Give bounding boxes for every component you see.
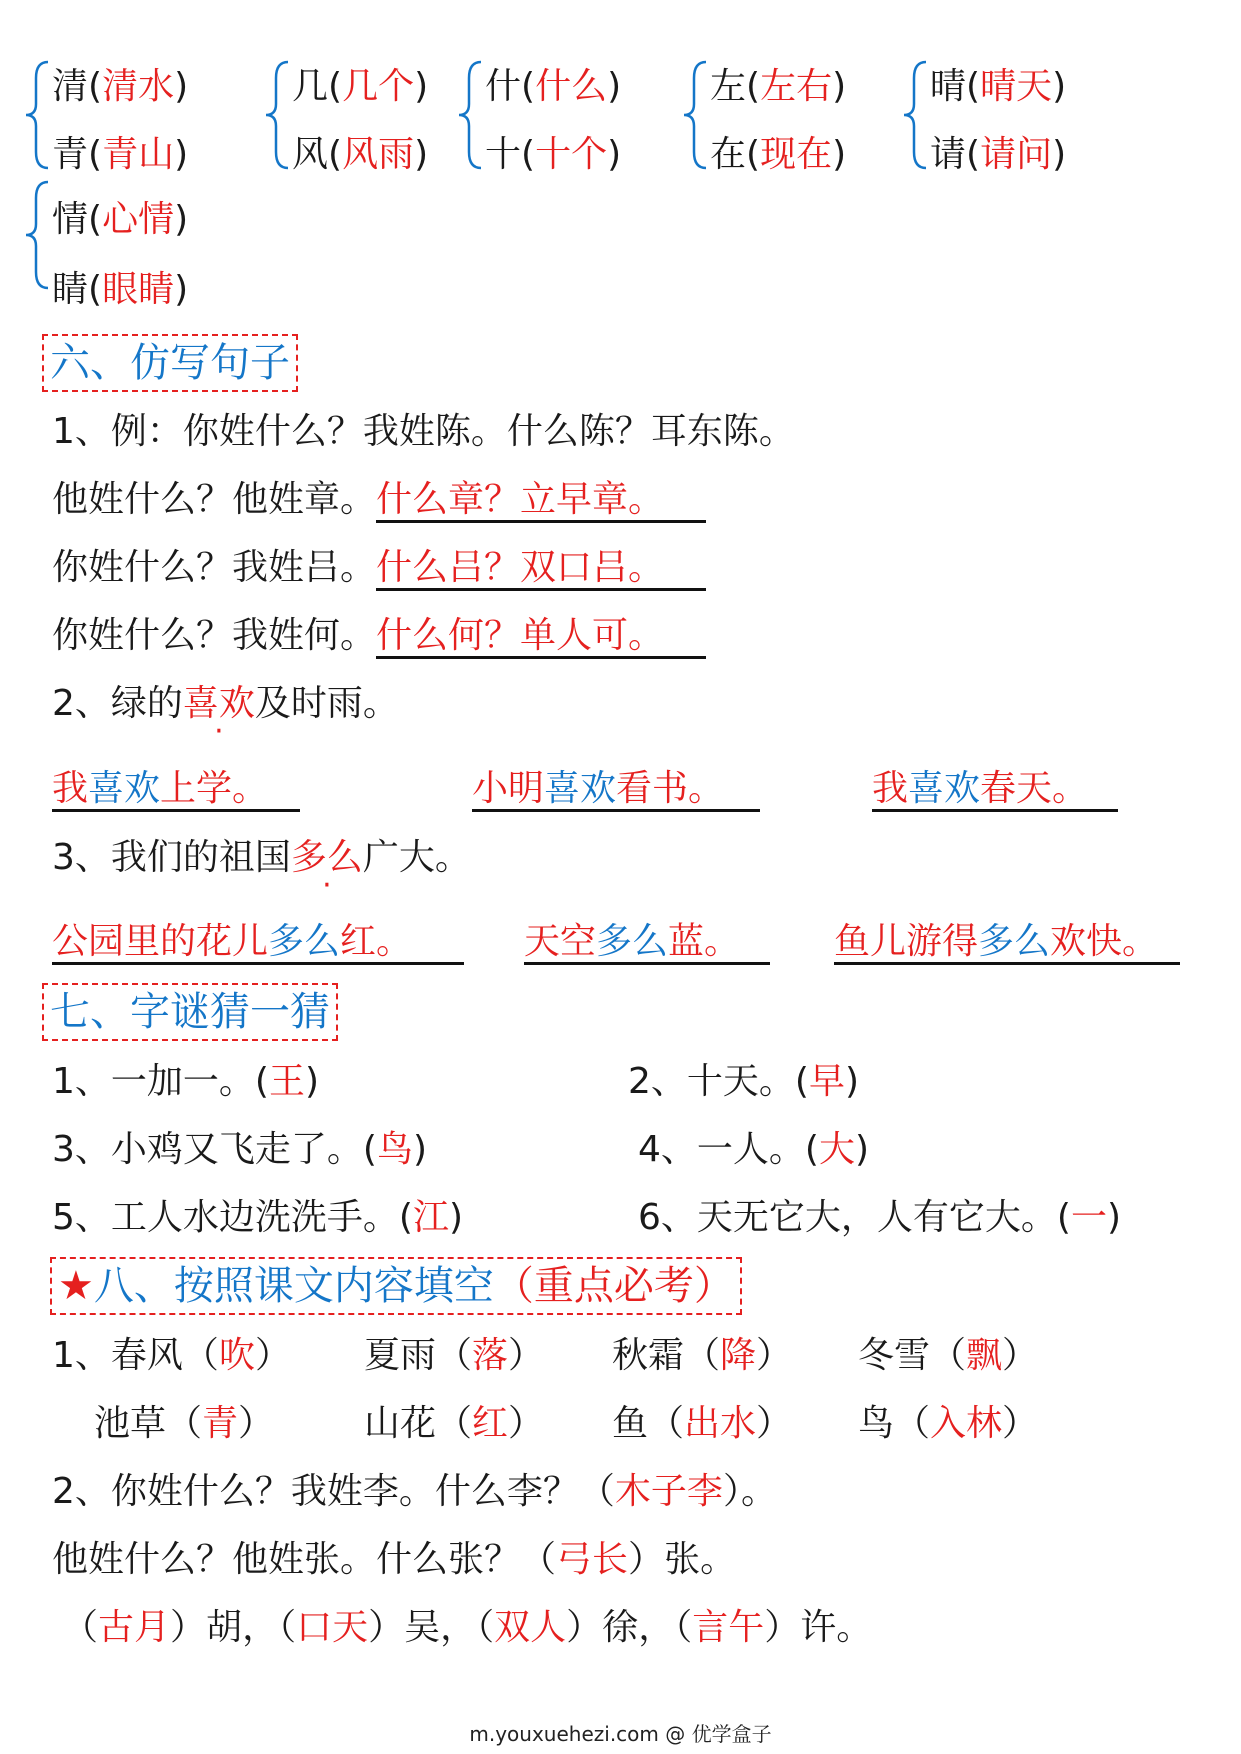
- brace-icon: [680, 58, 710, 172]
- char-group-row: 青(青山): [52, 134, 189, 175]
- fill-item: 冬雪（飘）: [858, 1335, 1039, 1376]
- fill-item: 鸟（入林）: [858, 1403, 1039, 1444]
- riddle: 3、小鸡又飞走了。(鸟): [52, 1129, 428, 1170]
- brace-icon: [262, 58, 292, 172]
- brace-icon: [22, 178, 52, 292]
- riddle: 4、一人。(大): [638, 1129, 870, 1170]
- answer-blank: 我喜欢春天。: [872, 767, 1118, 812]
- exercise-line: 他姓什么？他姓张。什么张？（弓长）张。: [52, 1539, 737, 1580]
- riddle: 5、工人水边洗洗手。(江): [52, 1197, 464, 1238]
- brace-icon: [22, 58, 52, 172]
- char-group-row: 请(请问): [930, 134, 1067, 175]
- answer-blank: 天空多么蓝。: [524, 920, 770, 965]
- fill-item: 鱼（出水）: [612, 1403, 793, 1444]
- char-group-row: 风(风雨): [292, 134, 429, 175]
- riddle: 6、天无它大，人有它大。(一): [638, 1197, 1122, 1238]
- char-group-row: 几(几个): [292, 66, 429, 107]
- example-sentence: 1、例：你姓什么？我姓陈。什么陈？耳东陈。: [52, 411, 795, 452]
- char-group-row: 十(十个): [485, 134, 622, 175]
- exercise-line: （古月）胡，（口天）吴，（双人）徐，（言午）许。: [62, 1607, 873, 1648]
- char-group-row: 什(什么): [485, 66, 622, 107]
- answer-blank: 什么何？单人可。: [376, 616, 706, 659]
- answer-blank: 什么章？立早章。: [376, 480, 706, 523]
- char-group-row: 晴(晴天): [930, 66, 1067, 107]
- answer-blank: 小明喜欢看书。: [472, 767, 760, 812]
- exercise-prompt: 2、绿的喜欢及时雨。: [52, 683, 399, 724]
- brace-icon: [900, 58, 930, 172]
- exercise-line: 2、你姓什么？我姓李。什么李？（木子李）。: [52, 1471, 777, 1512]
- exercise-prompt: 3、我们的祖国多么广大。: [52, 837, 471, 878]
- brace-icon: [455, 58, 485, 172]
- footer-watermark: m.youxuehezi.com @ 优学盒子: [469, 1722, 772, 1746]
- section-title: 六、仿写句子: [42, 334, 298, 392]
- exercise-line: 你姓什么？我姓吕。什么吕？双口吕。: [52, 546, 706, 591]
- answer-blank: 什么吕？双口吕。: [376, 548, 706, 591]
- section-title: ★八、按照课文内容填空（重点必考）: [50, 1257, 742, 1315]
- exercise-line: 你姓什么？我姓何。什么何？单人可。: [52, 614, 706, 659]
- char-group-row: 在(现在): [710, 134, 847, 175]
- fill-item: 秋霜（降）: [612, 1335, 793, 1376]
- char-group-row: 情(心情): [52, 199, 189, 240]
- fill-item: 池草（青）: [94, 1403, 275, 1444]
- section-title: 七、字谜猜一猜: [42, 983, 338, 1041]
- riddle: 1、一加一。(王): [52, 1061, 320, 1102]
- answer-blank: 我喜欢上学。: [52, 767, 300, 812]
- exercise-line: 他姓什么？他姓章。什么章？立早章。: [52, 478, 706, 523]
- fill-item: 1、春风（吹）: [52, 1335, 291, 1376]
- answer-blank: 公园里的花儿多么红。: [52, 920, 464, 965]
- riddle: 2、十天。(早): [628, 1061, 860, 1102]
- char-group-row: 睛(眼睛): [52, 269, 189, 310]
- char-group-row: 清(清水): [52, 66, 189, 107]
- fill-item: 夏雨（落）: [364, 1335, 545, 1376]
- char-group-row: 左(左右): [710, 66, 847, 107]
- answer-blank: 鱼儿游得多么欢快。: [834, 920, 1180, 965]
- fill-item: 山花（红）: [364, 1403, 545, 1444]
- star-icon: ★: [58, 1263, 94, 1309]
